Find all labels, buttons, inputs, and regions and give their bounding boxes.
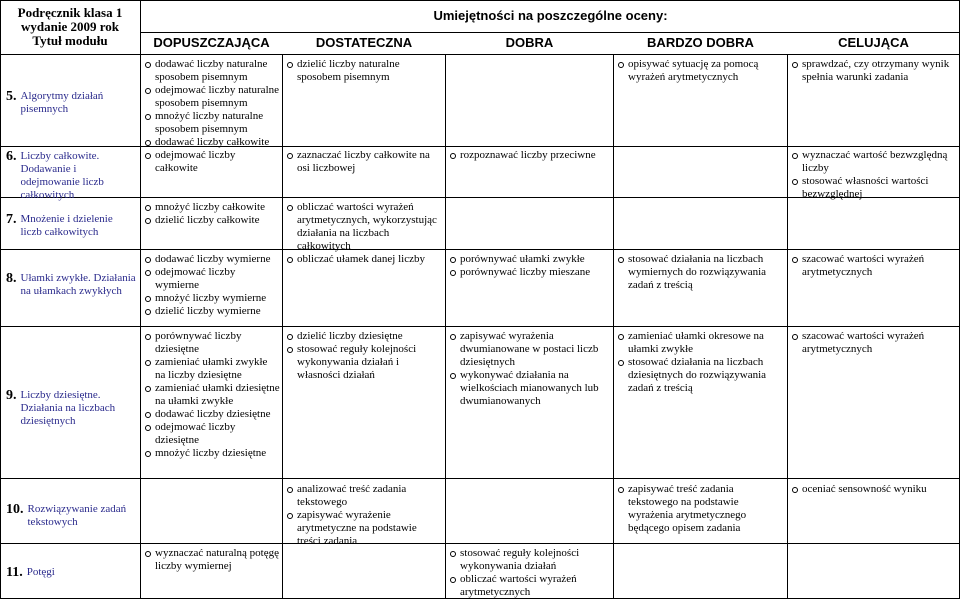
grade-celujaca: CELUJĄCA — [838, 35, 909, 50]
topic-number: 10. — [6, 502, 24, 517]
skill-item: obliczać wartości wyrażeń arytmetycznych — [448, 573, 611, 599]
cell-c3-row4 — [448, 253, 611, 279]
skill-item: zamieniać ułamki dziesiętne na ułamki zwykłe — [143, 382, 280, 408]
topic-6 — [6, 150, 136, 202]
skill-item: wykonywać działania na wielkościach mianowanych lub dwumianowanych — [448, 369, 611, 408]
cell-c2-row1 — [285, 58, 443, 84]
topic-number: 8. — [6, 271, 17, 286]
skill-item: stosować reguły kolejności wykonywania działań — [448, 547, 611, 573]
cell-c1-row7 — [143, 547, 280, 573]
skill-item: stosować własności wartości bezwzględnej — [790, 175, 957, 201]
topic-5 — [6, 90, 136, 116]
skill-item: oceniać sensowność wyniku — [790, 483, 957, 496]
cell-c3-row2 — [448, 149, 611, 162]
cell-c4-row1 — [616, 58, 785, 84]
skill-item: zapisywać wyrażenie arytmetyczne na podstawie treści zadania — [285, 509, 443, 548]
skill-item: odejmować liczby dziesiętne — [143, 421, 280, 447]
book-edition: wydanie 2009 rok — [21, 19, 119, 34]
skill-item: mnożyć liczby dziesiętne — [143, 447, 280, 460]
grade-dopuszczajaca: DOPUSZCZAJĄCA — [153, 35, 270, 50]
skill-item: odejmować liczby wymierne — [143, 266, 280, 292]
skill-item: odejmować liczby całkowite — [143, 149, 280, 175]
skill-item: rozpoznawać liczby przeciwne — [448, 149, 611, 162]
cell-c5-row5 — [790, 330, 957, 356]
skill-item: zapisywać treść zadania tekstowego na podstawie wyrażenia arytmetycznego będącego opisem zadania — [616, 483, 785, 535]
skill-item: stosować działania na liczbach wymiernych do rozwiązywania zadań z treścią — [616, 253, 785, 292]
cell-c3-row5 — [448, 330, 611, 408]
topic-8 — [6, 272, 136, 298]
skill-item: stosować reguły kolejności wykonywania działań i własności działań — [285, 343, 443, 382]
cell-c5-row2 — [790, 149, 957, 201]
skill-item: zamieniać ułamki okresowe na ułamki zwykłe — [616, 330, 785, 356]
skill-item: szacować wartości wyrażeń arytmetycznych — [790, 330, 957, 356]
skill-item: zaznaczać liczby całkowite na osi liczbowej — [285, 149, 443, 175]
book-title: Podręcznik klasa 1 — [17, 5, 123, 20]
skill-item: szacować wartości wyrażeń arytmetycznych — [790, 253, 957, 279]
cell-c1-row4 — [143, 253, 280, 318]
topic-number: 11. — [6, 565, 23, 580]
cell-c2-row2 — [285, 149, 443, 175]
skill-item: obliczać ułamek danej liczby — [285, 253, 443, 266]
cell-c1-row3 — [143, 201, 280, 227]
topic-title: Algorytmy działań pisemnych — [20, 90, 104, 115]
module-header — [0, 0, 140, 60]
skill-item: mnożyć liczby całkowite — [143, 201, 280, 214]
skill-item: zapisywać wyrażenia dwumianowane w postaci liczb dziesiętnych — [448, 330, 611, 369]
skill-item: wyznaczać wartość bezwzględną liczby — [790, 149, 957, 175]
skill-item: dodawać liczby wymierne — [143, 253, 280, 266]
cell-c4-row6 — [616, 483, 785, 535]
topic-7 — [6, 213, 136, 239]
skill-item: analizować treść zadania tekstowego — [285, 483, 443, 509]
skill-item: porównywać liczby mieszane — [448, 266, 611, 279]
skill-item: mnożyć liczby naturalne sposobem pisemnym — [143, 110, 280, 136]
topic-title: Liczby całkowite. Dodawanie i odejmowanie liczb całkowitych — [20, 150, 104, 201]
cell-c2-row6 — [285, 483, 443, 548]
skill-item: sprawdzać, czy otrzymany wynik spełnia warunki zadania — [790, 58, 957, 84]
topic-9 — [6, 389, 136, 428]
topic-number: 5. — [6, 89, 17, 104]
skill-item: wyznaczać naturalną potęgę liczby wymiernej — [143, 547, 280, 573]
topic-number: 9. — [6, 388, 17, 403]
skill-item: mnożyć liczby wymierne — [143, 292, 280, 305]
topic-title: Liczby dziesiętne. Działania na liczbach dziesiętnych — [20, 389, 116, 427]
topic-title: Mnożenie i dzielenie liczb całkowitych — [20, 213, 113, 238]
grade-dobra: DOBRA — [505, 35, 554, 50]
cell-c2-row3 — [285, 201, 443, 253]
topic-number: 7. — [6, 212, 17, 227]
topic-title: Potęgi — [26, 566, 55, 578]
topic-10 — [6, 503, 136, 529]
skill-item: dodawać liczby naturalne sposobem pisemnym — [143, 58, 280, 84]
skill-item: dzielić liczby naturalne sposobem pisemnym — [285, 58, 443, 84]
topic-number: 6. — [6, 149, 17, 164]
skill-item: dzielić liczby całkowite — [143, 214, 280, 227]
skill-item: obliczać wartości wyrażeń arytmetycznych, wykorzystując działania na liczbach całkowitych — [285, 201, 443, 253]
skills-title: Umiejętności na poszczególne oceny: — [433, 8, 668, 23]
skill-item: porównywać ułamki zwykłe — [448, 253, 611, 266]
skill-item: dzielić liczby wymierne — [143, 305, 280, 318]
cell-c4-row4 — [616, 253, 785, 292]
skill-item: dodawać liczby dziesiętne — [143, 408, 280, 421]
module-title-label: Tytuł modułu — [32, 33, 108, 48]
skill-item: dzielić liczby dziesiętne — [285, 330, 443, 343]
skill-item: stosować działania na liczbach dziesiętnych do rozwiązywania zadań z treścią — [616, 356, 785, 395]
skill-item: dodawać liczby całkowite — [143, 136, 280, 149]
skill-item: zamieniać ułamki zwykłe na liczby dziesiętne — [143, 356, 280, 382]
cell-c3-row7 — [448, 547, 611, 599]
cell-c4-row5 — [616, 330, 785, 395]
cell-c2-row5 — [285, 330, 443, 382]
cell-c5-row6 — [790, 483, 957, 496]
topic-title: Rozwiązywanie zadań tekstowych — [27, 503, 127, 528]
grade-bardzo-dobra: BARDZO DOBRA — [647, 35, 754, 50]
cell-c2-row4 — [285, 253, 443, 266]
cell-c5-row1 — [790, 58, 957, 84]
topic-title: Ułamki zwykłe. Działania na ułamkach zwykłych — [20, 272, 136, 297]
cell-c1-row1 — [143, 58, 280, 175]
topic-11 — [6, 566, 136, 579]
skill-item: opisywać sytuację za pomocą wyrażeń arytmetycznych — [616, 58, 785, 84]
skill-item: porównywać liczby dziesiętne — [143, 330, 280, 356]
grade-dostateczna: DOSTATECZNA — [315, 35, 413, 50]
cell-c1-row5 — [143, 330, 280, 460]
cell-c5-row4 — [790, 253, 957, 279]
skill-item: odejmować liczby naturalne sposobem pisemnym — [143, 84, 280, 110]
